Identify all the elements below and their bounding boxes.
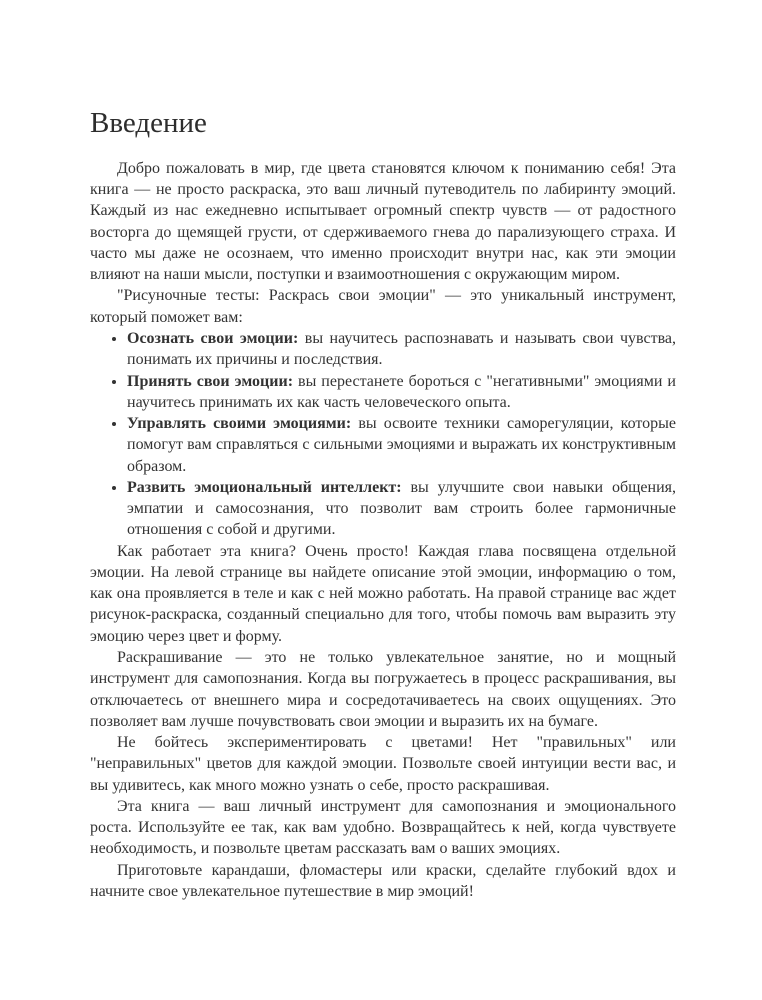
bullet-text: вы научитесь распознавать и называть свои чувства, понимать их причины и последствия. [127, 330, 677, 369]
paragraph-book-intro: "Рисуночные тесты: Раскрась свои эмоции" — это уникальный инструмент, который поможет вам: [90, 287, 676, 326]
bullet-text: вы улучшите свои навыки общения, эмпатии и самосознания, что позволит вам строить более гармоничные отношения с собой и другими. [127, 478, 677, 539]
bullet-label: Принять свои эмоции: [127, 372, 294, 390]
bullet-label: Развить эмоциональный интеллект: [127, 478, 402, 496]
paragraph-closing: Приготовьте карандаши, фломастеры или краски, сделайте глубокий вдох и начните свое увлекательное путешествие в мир эмоций! [90, 861, 676, 900]
list-item [127, 371, 676, 414]
paragraph-experiment: Не бойтесь экспериментировать с цветами! Нет "правильных" или "неправильных" цветов для каждой эмоции. Позвольте своей интуиции вести вас, и вы удивитесь, как много можно узнать о себе, просто раскрашивая. [90, 734, 676, 794]
benefits-list [90, 328, 676, 541]
bullet-label: Управлять своими эмоциями: [127, 415, 352, 433]
bullet-text: вы освоите техники саморегуляции, которые помогут вам справляться с сильными эмоциями и выражать их конструктивным образом. [127, 415, 676, 475]
bullet-text: вы перестанете бороться с "негативными" эмоциями и научитесь принимать их как часть человеческого опыта. [127, 372, 676, 411]
page-title: Введение [90, 107, 207, 139]
paragraph-how-it-works: Как работает эта книга? Очень просто! Каждая глава посвящена отдельной эмоции. На левой странице вы найдете описание этой эмоции, информацию о том, как она проявляется в теле и как с ней можно работать. На правой странице вас ждет рисунок-раскраска, созданный специально для того, чтобы помочь вам выразить эту эмоцию через цвет и форму. [90, 542, 676, 645]
list-item [127, 477, 676, 541]
paragraph-personal-tool: Эта книга — ваш личный инструмент для самопознания и эмоционального роста. Используйте ее так, как вам удобно. Возвращайтесь к ней, когда чувствуете необходимость, и позвольте цветам рассказать вам о ваших эмоциях. [90, 797, 676, 858]
list-item [127, 413, 676, 477]
paragraph-coloring-benefits: Раскрашивание — это не только увлекательное занятие, но и мощный инструмент для самопознания. Когда вы погружаетесь в процесс раскрашивания, вы отключаетесь от внешнего мира и сосредотачиваетесь на своих ощущениях. Это позволяет вам лучше почувствовать свои эмоции и выразить их на бумаге. [90, 649, 676, 730]
list-item [127, 328, 676, 371]
bullet-label: Осознать свои эмоции: [127, 330, 299, 348]
paragraph-welcome: Добро пожаловать в мир, где цвета становятся ключом к пониманию себя! Эта книга — не просто раскраска, это ваш личный путеводитель по лабиринту эмоций. Каждый из нас ежедневно испытывает огромный спектр чувств — от радостного восторга до щемящей грусти, от сдерживаемого гнева до парализующего страха. И часто мы даже не осознаем, что именно происходит внутри нас, как эти эмоции влияют на наши мысли, поступки и взаимоотношения с окружающим миром. [90, 159, 676, 284]
